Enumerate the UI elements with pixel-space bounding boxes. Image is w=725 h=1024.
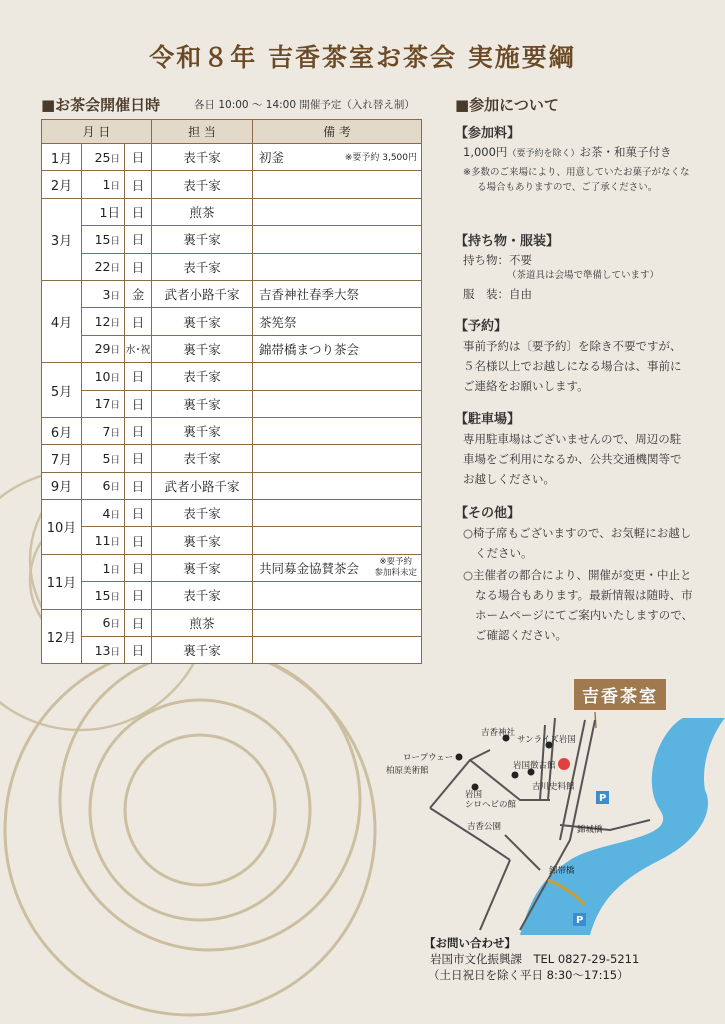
reserve-text: 事前予約は〔要予約〕を除き不要ですが、５名様以上でお越しになる場合は、事前にご連絡をお願いします。 bbox=[463, 339, 682, 393]
day-cell: 13日 bbox=[82, 637, 125, 664]
host-cell: 表千家 bbox=[152, 253, 253, 280]
day-cell: 6日 bbox=[82, 609, 125, 636]
weekday-cell: 水･祝 bbox=[125, 335, 152, 362]
map-kikko-shrine: 吉香神社 bbox=[481, 728, 516, 738]
map-kikkawa: 吉川史料館 bbox=[532, 782, 575, 792]
month-cell: 7月 bbox=[42, 445, 82, 472]
day-cell: 15日 bbox=[82, 582, 125, 609]
parking-title: 【駐車場】 bbox=[455, 412, 521, 427]
contact-hours: （土日祝日を除く平日 8:30～17:15） bbox=[428, 968, 629, 982]
weekday-cell: 日 bbox=[125, 472, 152, 499]
weekday-cell: 日 bbox=[125, 637, 152, 664]
day-cell: 11日 bbox=[82, 527, 125, 554]
weekday-cell: 日 bbox=[125, 308, 152, 335]
weekday-cell: 日 bbox=[125, 445, 152, 472]
map-ropeway: ロープウェー bbox=[403, 753, 454, 763]
schedule-heading: ■お茶会開催日時 bbox=[41, 96, 161, 114]
map-label: 吉香茶室 bbox=[574, 679, 666, 710]
map-chokokan: 岩国徴古館 bbox=[513, 761, 556, 771]
day-cell: 1日 bbox=[82, 198, 125, 225]
map-sunrise: サンライズ岩国 bbox=[517, 735, 576, 745]
fee-line: 1,000円（要予約を除く）お茶・和菓子付き bbox=[463, 145, 672, 159]
fee-note: ※多数のご来場により、用意していたお菓子がなくなる場合もありますので、ご了承ください。 bbox=[463, 167, 690, 193]
weekday-cell: 日 bbox=[125, 144, 152, 171]
weekday-cell: 日 bbox=[125, 226, 152, 253]
page-title: 令和８年 吉香茶室お茶会 実施要綱 bbox=[149, 43, 576, 72]
other-item-2: ○主催者の都合により、開催が変更・中止となる場合もあります。最新情報は随時、市ホームページにてご案内いたしますので、ご確認ください。 bbox=[463, 568, 694, 642]
host-cell: 煎茶 bbox=[152, 609, 253, 636]
month-cell: 2月 bbox=[42, 171, 82, 198]
remark-text: 錦帯橋まつり茶会 bbox=[259, 341, 360, 357]
host-cell: 表千家 bbox=[152, 500, 253, 527]
day-cell: 15日 bbox=[82, 226, 125, 253]
day-cell: 22日 bbox=[82, 253, 125, 280]
weekday-cell: 日 bbox=[125, 363, 152, 390]
host-cell: 裏千家 bbox=[152, 417, 253, 444]
weekday-cell: 日 bbox=[125, 500, 152, 527]
host-cell: 表千家 bbox=[152, 144, 253, 171]
items-line2: （茶道具は会場で準備しています） bbox=[507, 270, 660, 281]
header-host: 担 当 bbox=[152, 120, 253, 144]
items-line1: 持ち物：不要 bbox=[463, 253, 532, 267]
month-cell: 6月 bbox=[42, 417, 82, 444]
parking-icon-2: P bbox=[576, 915, 584, 926]
day-cell: 12日 bbox=[82, 308, 125, 335]
day-cell: 1日 bbox=[82, 171, 125, 198]
weekday-cell: 日 bbox=[125, 171, 152, 198]
host-cell: 裏千家 bbox=[152, 390, 253, 417]
day-cell: 1日 bbox=[82, 554, 125, 581]
month-cell: 4月 bbox=[42, 280, 82, 362]
month-cell: 1月 bbox=[42, 144, 82, 171]
weekday-cell: 日 bbox=[125, 554, 152, 581]
day-cell: 17日 bbox=[82, 390, 125, 417]
other-title: 【その他】 bbox=[455, 506, 521, 521]
weekday-cell: 日 bbox=[125, 527, 152, 554]
host-cell: 裏千家 bbox=[152, 527, 253, 554]
month-cell: 11月 bbox=[42, 554, 82, 609]
day-cell: 29日 bbox=[82, 335, 125, 362]
month-cell: 3月 bbox=[42, 198, 82, 280]
header-remarks: 備 考 bbox=[253, 120, 422, 144]
month-cell: 9月 bbox=[42, 472, 82, 499]
host-cell: 武者小路千家 bbox=[152, 472, 253, 499]
remark-text: 初釜 bbox=[259, 150, 285, 166]
remark-sub: ※要予約 3,500円 bbox=[344, 153, 417, 163]
host-cell: 武者小路千家 bbox=[152, 280, 253, 307]
map-kinjo-bridge: 錦城橋 bbox=[577, 825, 603, 835]
map-kintai-bridge: 錦帯橋 bbox=[549, 866, 575, 876]
day-cell: 10日 bbox=[82, 363, 125, 390]
remark-sub: ※要予約 参加料未定 bbox=[374, 556, 417, 578]
host-cell: 表千家 bbox=[152, 363, 253, 390]
contact-org: 岩国市文化振興課 TEL 0827-29-5211 bbox=[430, 952, 640, 966]
day-cell: 3日 bbox=[82, 280, 125, 307]
participation-heading: ■参加について bbox=[455, 96, 559, 114]
month-cell: 12月 bbox=[42, 609, 82, 664]
month-cell: 10月 bbox=[42, 500, 82, 555]
month-cell: 5月 bbox=[42, 363, 82, 418]
host-cell: 裏千家 bbox=[152, 637, 253, 664]
parking-icon-1: P bbox=[599, 793, 607, 804]
fee-title: 【参加料】 bbox=[455, 126, 521, 141]
contact-block bbox=[424, 935, 639, 983]
map-kashiwabara: 柏原美術館 bbox=[386, 766, 429, 776]
host-cell: 表千家 bbox=[152, 171, 253, 198]
day-cell: 25日 bbox=[82, 144, 125, 171]
host-cell: 裏千家 bbox=[152, 554, 253, 581]
day-cell: 4日 bbox=[82, 500, 125, 527]
remark-text: 茶筅祭 bbox=[259, 314, 297, 330]
parking-text: 専用駐車場はございませんので、周辺の駐車場をご利用になるか、公共交通機関等でお越しください。 bbox=[463, 432, 682, 486]
reserve-title: 【予約】 bbox=[455, 319, 508, 334]
items-line3: 服 装：自由 bbox=[463, 287, 532, 301]
tea-room-pin bbox=[558, 758, 570, 770]
weekday-cell: 日 bbox=[125, 390, 152, 417]
other-item-1: ○椅子席もございますので、お気軽にお越しください。 bbox=[463, 526, 692, 560]
weekday-cell: 日 bbox=[125, 417, 152, 444]
map-shirohebi-1: 岩国 bbox=[465, 790, 483, 800]
contact-title: 【お問い合わせ】 bbox=[424, 936, 516, 950]
host-cell: 裏千家 bbox=[152, 308, 253, 335]
weekday-cell: 日 bbox=[125, 609, 152, 636]
day-cell: 7日 bbox=[82, 417, 125, 444]
host-cell: 煎茶 bbox=[152, 198, 253, 225]
weekday-cell: 日 bbox=[125, 198, 152, 225]
day-cell: 5日 bbox=[82, 445, 125, 472]
header-date: 月 日 bbox=[42, 120, 152, 144]
remark-text: 共同募金協賛茶会 bbox=[259, 561, 360, 577]
remark-text: 吉香神社春季大祭 bbox=[259, 287, 360, 303]
host-cell: 表千家 bbox=[152, 445, 253, 472]
map-park: 吉香公園 bbox=[467, 822, 502, 832]
map-shirohebi-2: シロヘビの館 bbox=[465, 800, 517, 810]
host-cell: 表千家 bbox=[152, 582, 253, 609]
host-cell: 裏千家 bbox=[152, 335, 253, 362]
host-cell: 裏千家 bbox=[152, 226, 253, 253]
schedule-note: 各日 10:00 ～ 14:00 開催予定（入れ替え制） bbox=[194, 99, 415, 111]
weekday-cell: 日 bbox=[125, 582, 152, 609]
day-cell: 6日 bbox=[82, 472, 125, 499]
weekday-cell: 日 bbox=[125, 253, 152, 280]
weekday-cell: 金 bbox=[125, 280, 152, 307]
items-title: 【持ち物・服装】 bbox=[455, 234, 560, 249]
